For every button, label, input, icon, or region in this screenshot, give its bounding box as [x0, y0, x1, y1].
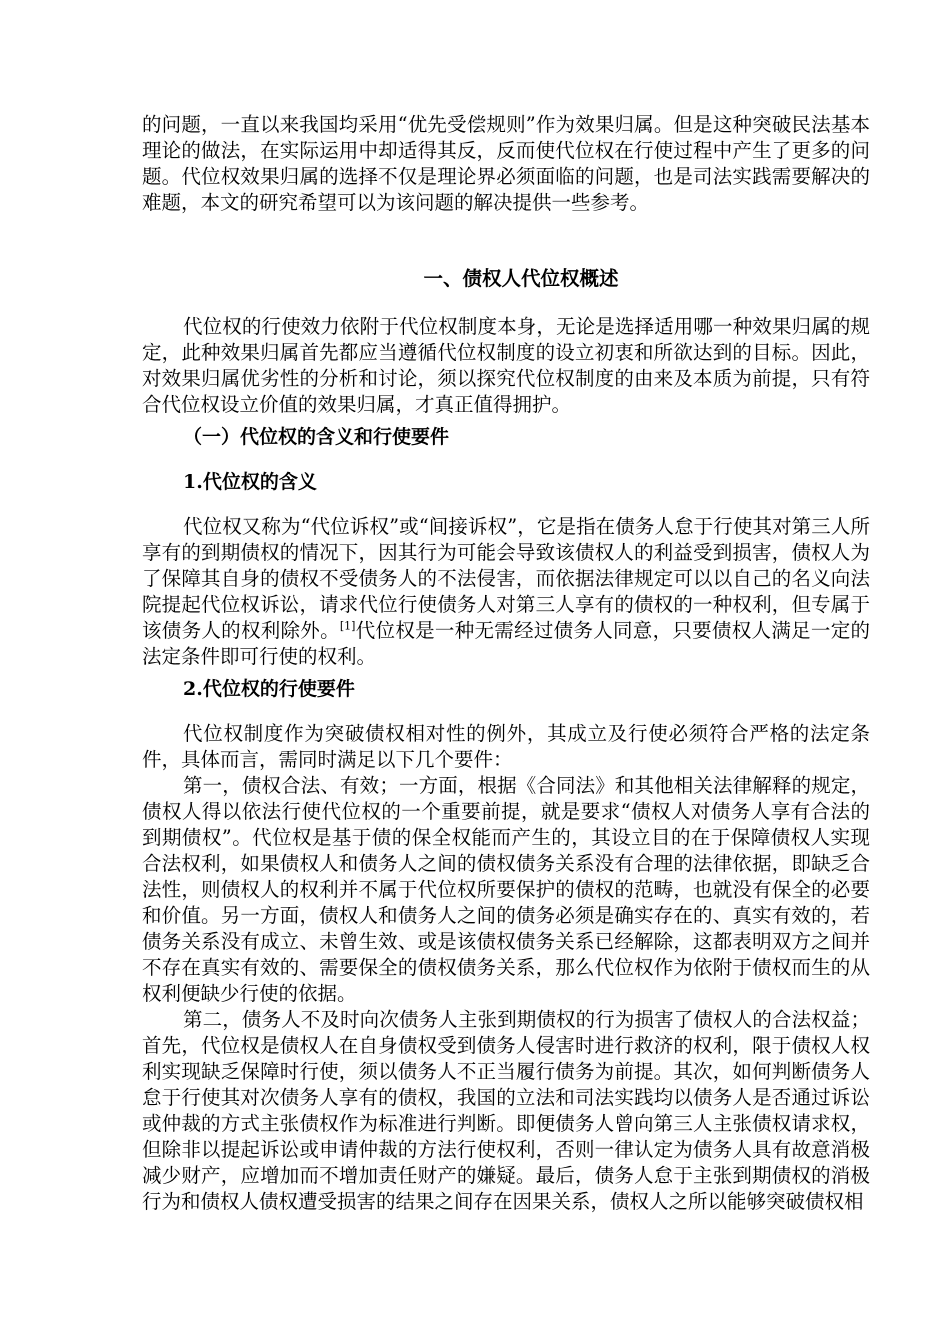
document-body — [142, 112, 870, 1215]
requirements-intro-paragraph: 代位权制度作为突破债权相对性的例外，其成立及行使必须符合严格的法定条件，具体而言，需同时满足以下几个要件： — [142, 722, 870, 771]
meaning-text-part1: 代位权又称为“代位诉权”或“间接诉权”，它是指在债务人怠于行使其对第三人所享有的到期债权的情况下，因其行为可能会导致该债权人的利益受到损害，债权人为了保障其自身的债权不受债务人的不法侵害，而依据法律规定可以以自己的名义向法院提起代位权诉讼，请求代位行使债务人对第三人享有的债权的一种权利，但专属于该债务人的权利除外。 — [142, 515, 870, 642]
requirement-first-paragraph: 第一，债权合法、有效；一方面，根据《合同法》和其他相关法律解释的规定，债权人得以依法行使代位权的一个重要前提，就是要求“债权人对债务人享有合法的到期债权”。代位权是基于债的保全权能而产生的，其设立目的在于保障债权人实现合法权利，如果债权人和债务人之间的债权债务关系没有合理的法律依据，即缺乏合法性，则债权人的权利并不属于代位权所要保护的债权的范畴，也就没有保全的必要和价值。另一方面，债权人和债务人之间的债务必须是确实存在的、真实有效的，若债务关系没有成立、未曾生效、或是该债权债务关系已经解除，这都表明双方之间并不存在真实有效的、需要保全的债权债务关系，那么代位权作为依附于债权而生的从权利便缺少行使的依据。 — [142, 774, 870, 1005]
footnote-reference[interactable]: [1] — [339, 619, 356, 633]
subsection-heading: （一）代位权的含义和行使要件 — [183, 426, 450, 448]
meaning-text-part2: 代位权是一种无需经过债务人同意，只要债权人满足一定的法定条件即可行使的权利。 — [142, 619, 870, 668]
item-heading-requirements: 2.代位权的行使要件 — [183, 678, 355, 700]
requirement-second-paragraph: 第二，债务人不及时向次债务人主张到期债权的行为损害了债权人的合法权益；首先，代位权是债权人在自身债权受到债务人侵害时进行救济的权利，限于债权人权利实现缺乏保障时行使，须以债务人不正当履行债务为前提。其次，如何判断债务人怠于行使其对次债务人享有的债权，我国的立法和司法实践均以债务人是否通过诉讼或仲裁的方式主张债权作为标准进行判断。即便债务人曾向第三人主张债权请求权，但除非以提起诉讼或申请仲裁的方法行使权利，否则一律认定为债务人具有故意消极减少财产，应增加而不增加责任财产的嫌疑。最后，债务人怠于主张到期债权的消极行为和债权人债权遭受损害的结果之间存在因果关系，债权人之所以能够突破债权相 — [142, 1008, 870, 1213]
section-paragraph: 代位权的行使效力依附于代位权制度本身，无论是选择适用哪一种效果归属的规定，此种效果归属首先都应当遵循代位权制度的设立初衷和所欲达到的目标。因此，对效果归属优劣性的分析和讨论，须以探究代位权制度的由来及本质为前提，只有符合代位权设立价值的效果归属，才真正值得拥护。 — [142, 315, 870, 416]
meaning-paragraph — [142, 514, 870, 670]
item-heading-meaning: 1.代位权的含义 — [183, 471, 317, 493]
section-heading: 一、债权人代位权概述 — [423, 267, 619, 290]
intro-paragraph: 的问题，一直以来我国均采用“优先受偿规则”作为效果归属。但是这种突破民法基本理论的做法，在实际运用中却适得其反，反而使代位权在行使过程中产生了更多的问题。代位权效果归属的选择不仅是理论界必须面临的问题，也是司法实践需要解决的难题，本文的研究希望可以为该问题的解决提供一些参考。 — [142, 113, 870, 214]
